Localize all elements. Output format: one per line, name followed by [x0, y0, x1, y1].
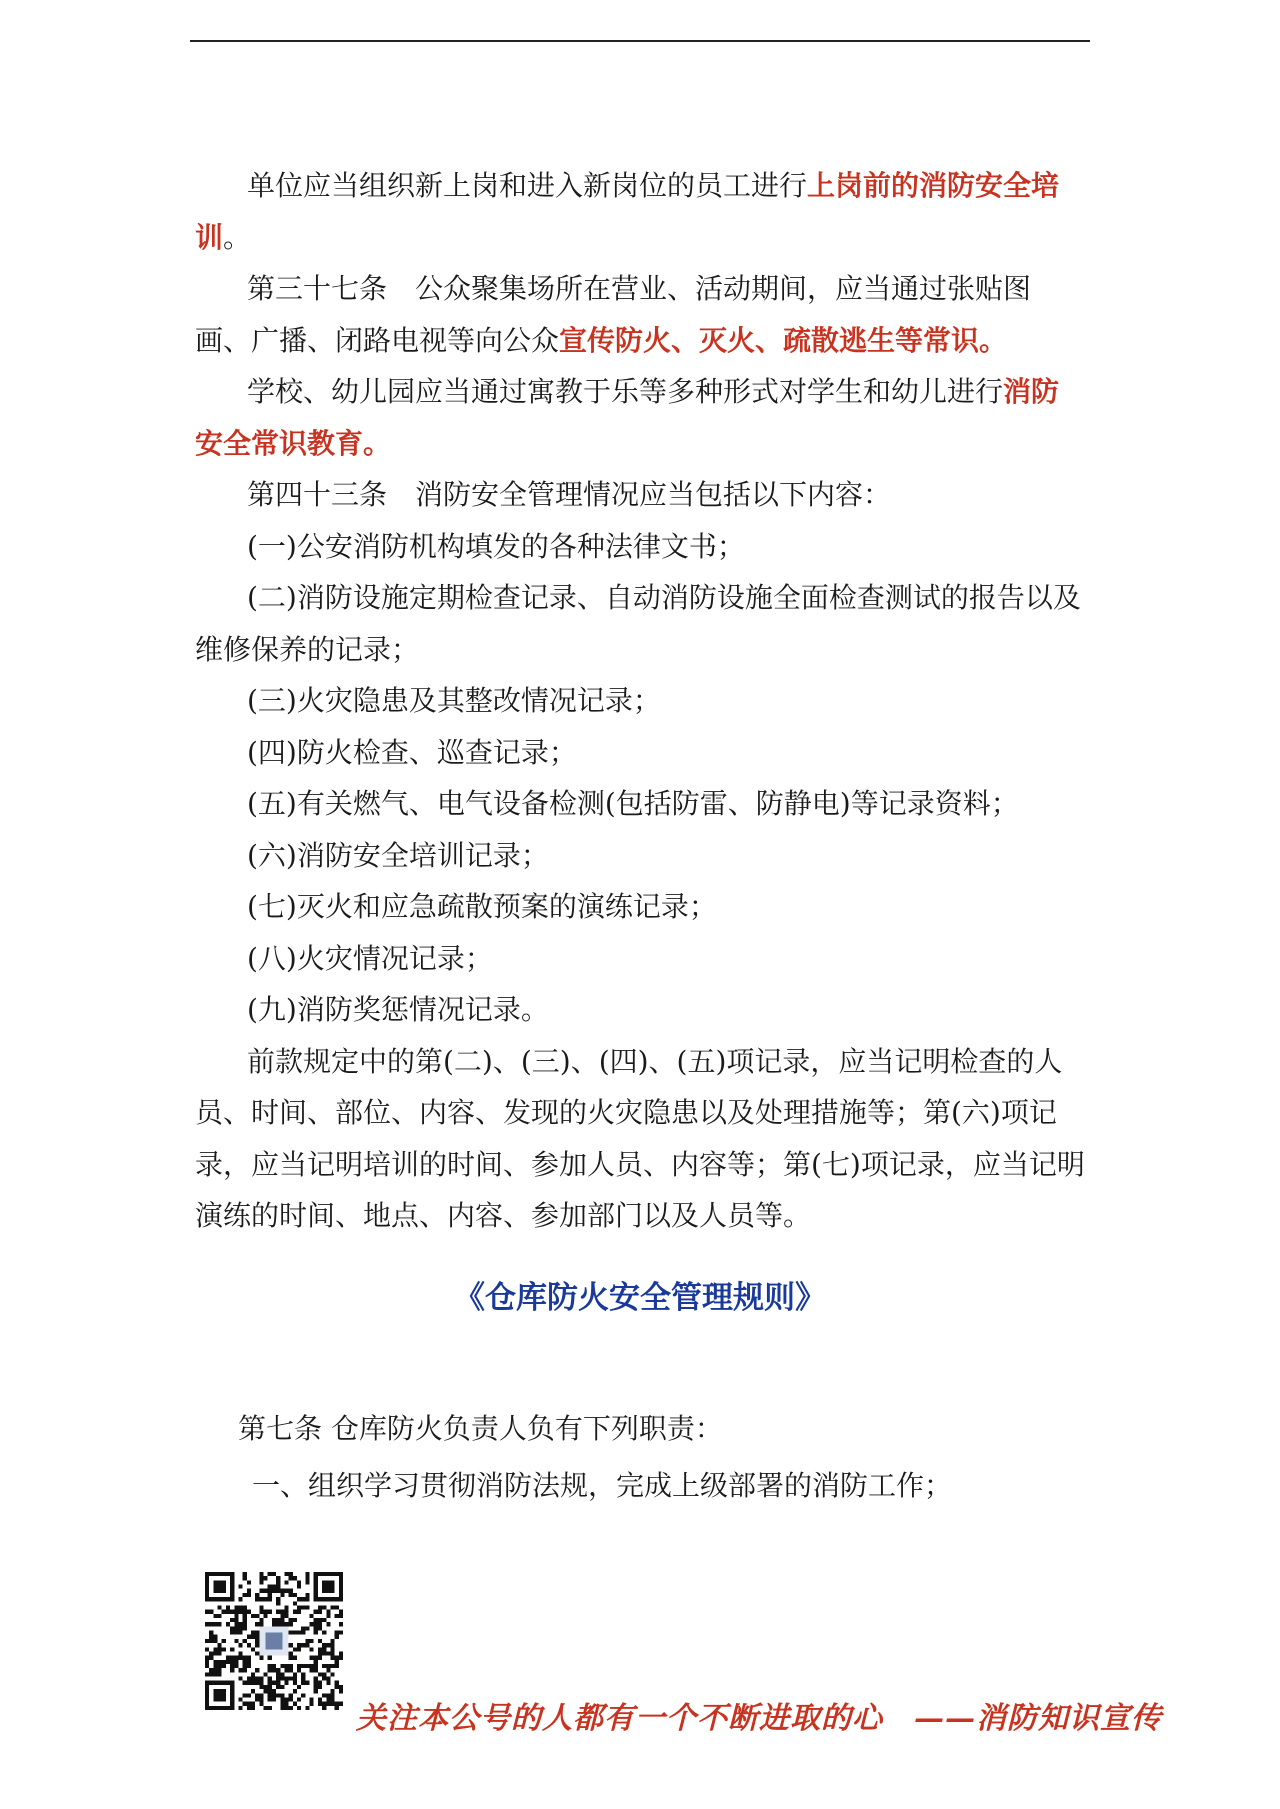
paragraph — [195, 727, 1085, 779]
paragraph-text: (七)灭火和应急疏散预案的演练记录； — [247, 890, 717, 923]
paragraph — [195, 830, 1085, 882]
paragraph-text: 单位应当组织新上岗和进入新岗位的员工进行 — [247, 169, 808, 202]
paragraph-text: (六)消防安全培训记录； — [247, 838, 549, 872]
document-body — [195, 160, 1085, 1242]
paragraph-text: 学校、幼儿园应当通过寓教于乐等多种形式对学生和幼儿进行 — [247, 375, 1004, 408]
paragraph — [195, 933, 1085, 985]
paragraph — [195, 366, 1085, 469]
qr-code-icon — [205, 1572, 343, 1710]
book-title: 《仓库防火安全管理规则》 — [454, 1280, 826, 1316]
paragraph-text: 前款规定中的第(二)、(三)、(四)、(五)项记录，应当记明检查的人员、时间、部位、内容、发现的火灾隐患以及处理措施等；第(六)项记录，应当记明培训的时间、参加人员、内容等；第(七)项记录，应当记明演练的时间、地点、内容、参加部门以及人员等。 — [195, 1044, 1085, 1232]
highlighted-text: 宣传防火、灭火、疏散逃生等常识。 — [559, 323, 1008, 357]
paragraph-text: 第三十七条 公众聚集场所在营业、活动期间，应当通过张贴图画、广播、闭路电视等向公众 — [195, 272, 1032, 357]
paragraph — [195, 160, 1085, 263]
paragraph — [195, 1036, 1085, 1242]
paragraph-text: (四)防火检查、巡查记录； — [247, 735, 577, 769]
paragraph-text: (九)消防奖惩情况记录。 — [247, 993, 549, 1026]
highlighted-text: 消防安全常识教育。 — [195, 375, 1060, 460]
highlighted-text: 上岗前的消防安全培训 — [195, 169, 1060, 254]
paragraph-text: (二)消防设施定期检查记录、自动消防设施全面检查测试的报告以及维修保养的记录； — [195, 581, 1081, 666]
paragraph-text: 第四十三条 消防安全管理情况应当包括以下内容： — [247, 478, 892, 511]
paragraph-text: (八)火灾情况记录； — [247, 941, 493, 975]
paragraph-text: 。 — [223, 220, 252, 254]
paragraph — [195, 881, 1085, 933]
paragraph — [195, 263, 1085, 366]
paragraph — [195, 984, 1085, 1036]
paragraph — [195, 778, 1085, 830]
paragraph — [195, 572, 1085, 675]
paragraph-text: (三)火灾隐患及其整改情况记录； — [247, 684, 661, 717]
footer-slogan: 关注本公号的人都有一个不断进取的心 ——消防知识宣传 — [356, 1701, 1162, 1736]
paragraph-text: (一)公安消防机构填发的各种法律文书； — [247, 529, 745, 563]
article-7-item-1: 一、组织学习贯彻消防法规，完成上级部署的消防工作； — [252, 1469, 953, 1502]
paragraph — [195, 469, 1085, 521]
top-rule — [190, 40, 1090, 42]
article-7-heading: 第七条 仓库防火负责人负有下列职责： — [238, 1412, 723, 1445]
paragraph — [195, 521, 1085, 573]
paragraph-text: (五)有关燃气、电气设备检测(包括防雷、防静电)等记录资料； — [247, 787, 1019, 820]
paragraph — [195, 675, 1085, 727]
